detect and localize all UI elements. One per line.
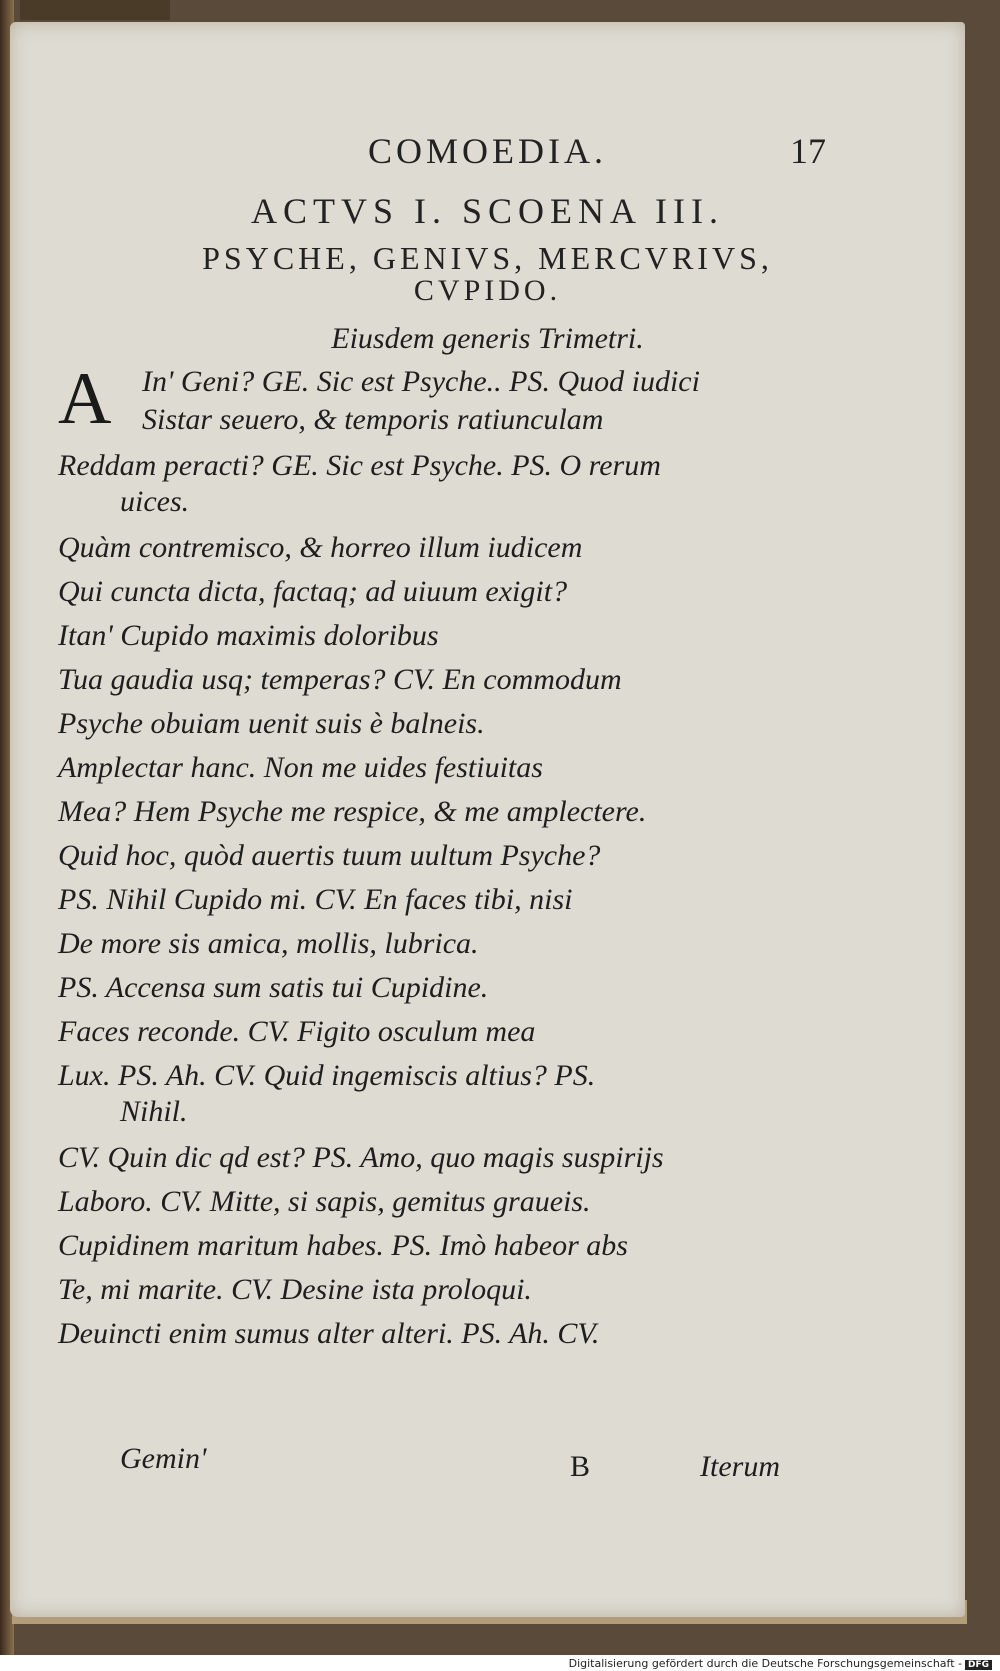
verse-line-12: Quid hoc, quòd auertis tuum uultum Psyche? xyxy=(58,839,601,872)
verse-line-18: Nihil. xyxy=(120,1095,188,1128)
verse-line-16: Faces reconde. CV. Figito osculum mea xyxy=(58,1015,536,1048)
verse-line-23: Deuincti enim sumus alter alteri. PS. Ah. CV. xyxy=(58,1317,600,1350)
verse-line-5: Quàm contremisco, & horreo illum iudicem xyxy=(58,531,583,564)
verse-line-6: Qui cuncta dicta, factaq; ad uiuum exigit? xyxy=(58,575,568,608)
meter-note: Eiusdem generis Trimetri. xyxy=(331,322,644,355)
book-top-edge xyxy=(20,0,170,20)
verse-line-3: Reddam peracti? GE. Sic est Psyche. PS. O rerum xyxy=(58,449,661,482)
verse-line-10: Amplectar hanc. Non me uides festiuitas xyxy=(58,751,543,784)
verse-line-17: Lux. PS. Ah. CV. Quid ingemiscis altius? PS. xyxy=(58,1059,596,1092)
verse-line-14: De more sis amica, mollis, lubrica. xyxy=(58,927,479,960)
verse-line-1: In' Geni? GE. Sic est Psyche.. PS. Quod iudici xyxy=(142,365,700,398)
verse-line-22: Te, mi marite. CV. Desine ista proloqui. xyxy=(58,1273,532,1306)
act-scene-heading: ACTVS I. SCOENA III. xyxy=(250,191,724,231)
characters-heading-line2: CVPIDO. xyxy=(413,274,562,307)
verse-line-4: uices. xyxy=(120,485,190,518)
catchword: Iterum xyxy=(700,1450,780,1483)
verse-line-11: Mea? Hem Psyche me respice, & me amplectere. xyxy=(58,795,647,828)
page-header xyxy=(10,130,965,180)
verse-line-19: CV. Quin dic qd est? PS. Amo, quo magis suspirijs xyxy=(58,1141,664,1174)
verse-line-20: Laboro. CV. Mitte, si sapis, gemitus graueis. xyxy=(58,1185,591,1218)
digitization-credit xyxy=(569,1657,992,1670)
page-number: 17 xyxy=(790,131,826,171)
verse-line-7: Itan' Cupido maximis doloribus xyxy=(58,619,439,652)
verse-line-8: Tua gaudia usq; temperas? CV. En commodum xyxy=(58,663,622,696)
running-title: COMOEDIA. xyxy=(368,131,607,171)
book-page xyxy=(10,22,965,1617)
verse-line-2: Sistar seuero, & temporis ratiunculam xyxy=(142,403,604,436)
verse-line-21: Cupidinem maritum habes. PS. Imò habeor abs xyxy=(58,1229,628,1262)
catchword-left: Gemin' xyxy=(120,1442,207,1475)
catchline xyxy=(10,1442,965,1486)
drop-cap: A xyxy=(58,358,112,440)
verse-line-13: PS. Nihil Cupido mi. CV. En faces tibi, nisi xyxy=(58,883,573,916)
verse-line-15: PS. Accensa sum satis tui Cupidine. xyxy=(58,971,489,1004)
characters-heading-line1: PSYCHE, GENIVS, MERCVRIVS, xyxy=(202,240,773,276)
credit-text: Digitalisierung gefördert durch die Deutsche Forschungsgemeinschaft - xyxy=(568,1657,962,1670)
verse-line-9: Psyche obuiam uenit suis è balneis. xyxy=(58,707,485,740)
signature-mark: B xyxy=(570,1450,591,1483)
dfg-logo: DFG xyxy=(965,1660,992,1670)
